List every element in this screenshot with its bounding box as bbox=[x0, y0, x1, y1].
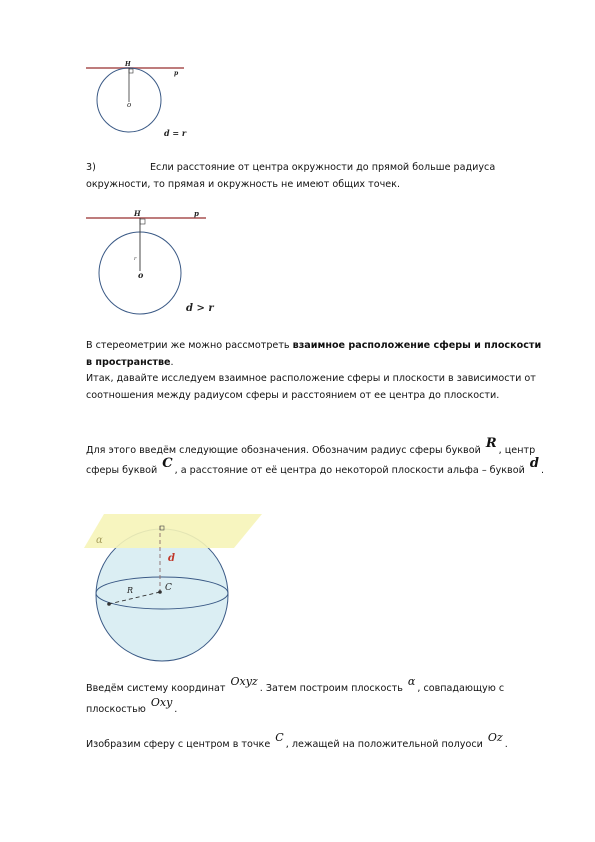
item-3-paragraph bbox=[86, 160, 548, 193]
stereometry-intro: В стереометрии же можно рассмотреть bbox=[86, 340, 293, 351]
var-oxyz: Oxyz bbox=[230, 675, 258, 688]
notation-part3: , а расстояние от её центра до некоторой плоскости альфа – буквой bbox=[174, 465, 528, 476]
var-r: R bbox=[485, 436, 497, 451]
figure-circle-tangent bbox=[84, 58, 204, 140]
sphere-center-part2: , лежащей на положительной полуоси bbox=[285, 739, 486, 750]
radius-r-label: r bbox=[134, 256, 137, 262]
relation-label: d = r bbox=[164, 128, 187, 138]
coordinates-paragraph bbox=[86, 675, 548, 720]
radius-r-label: R bbox=[127, 586, 134, 595]
stereometry-bold-phrase: взаимное расположение сферы и плоскости в пространстве bbox=[86, 340, 542, 368]
alpha-label: α bbox=[96, 535, 103, 546]
figure-circle-no-intersection bbox=[84, 205, 224, 321]
notation-part2: , центр сферы буквой bbox=[86, 445, 536, 476]
var-oz: Oz bbox=[487, 731, 503, 744]
var-d: d bbox=[529, 456, 539, 471]
center-point bbox=[158, 590, 162, 594]
point-h-label: H bbox=[125, 61, 131, 68]
right-angle-mark bbox=[129, 69, 133, 73]
stereometry-end: . bbox=[170, 356, 174, 368]
coords-part1: Введём систему координат bbox=[86, 683, 229, 694]
sphere-center-part1: Изобразим сферу с центром в точке bbox=[86, 739, 274, 750]
center-o-label: o bbox=[127, 101, 132, 109]
notation-paragraph bbox=[86, 436, 548, 480]
sphere-center-paragraph bbox=[86, 731, 548, 755]
coords-part4: . bbox=[174, 704, 178, 715]
center-c-label: C bbox=[165, 583, 172, 593]
line-p-label: p bbox=[174, 70, 179, 77]
var-c: C bbox=[162, 456, 173, 471]
plane-alpha bbox=[84, 514, 262, 548]
coords-part2: . Затем построим плоскость bbox=[259, 683, 406, 694]
right-angle-mark bbox=[140, 219, 145, 224]
var-oxy: Oxy bbox=[150, 696, 173, 709]
point-h-label: H bbox=[134, 209, 141, 218]
sphere-point bbox=[107, 602, 111, 606]
stereometry-paragraph bbox=[86, 338, 548, 404]
notation-part1: Для этого введём следующие обозначения. Обозначим радиус сферы буквой bbox=[86, 445, 484, 456]
relation-label: d > r bbox=[186, 303, 214, 314]
line-p-label: p bbox=[194, 209, 199, 218]
investigate-text: Итак, давайте исследуем взаимное расположение сферы и плоскости в зависимости от соотношения между радиусом сферы и расстоянием от ее центра до плоскости. bbox=[86, 373, 536, 401]
var-c-point: C bbox=[275, 731, 284, 744]
item-number: 3) bbox=[86, 162, 96, 173]
figure-sphere-plane bbox=[84, 512, 269, 662]
notation-part4: . bbox=[540, 465, 545, 476]
distance-d-label: d bbox=[168, 553, 175, 564]
coords-part3: , совпадающую с плоскостью bbox=[86, 683, 505, 715]
sphere-center-part3: . bbox=[504, 739, 508, 750]
item-3-text: Если расстояние от центра окружности до прямой больше радиуса окружности, то прямая и окружность не имеют общих точек. bbox=[86, 162, 496, 190]
var-alpha: α bbox=[407, 675, 416, 688]
sphere bbox=[96, 529, 228, 661]
center-o-label: o bbox=[138, 270, 144, 280]
